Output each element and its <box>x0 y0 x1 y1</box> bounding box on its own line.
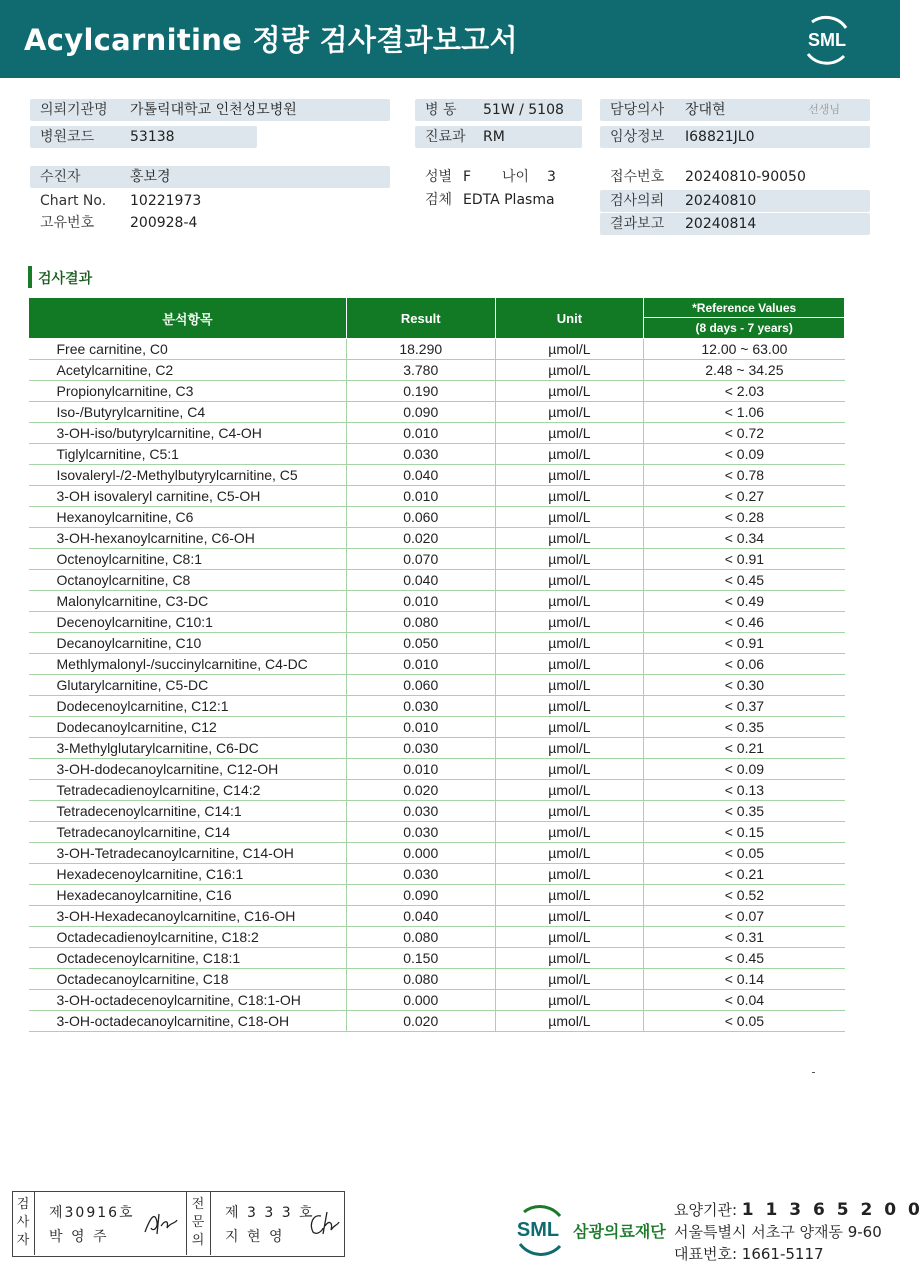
cell-result: 0.030 <box>346 444 495 465</box>
cell-analyte-name: 3-OH-iso/butyrylcarnitine, C4-OH <box>29 423 347 444</box>
cell-analyte-name: Octenoylcarnitine, C8:1 <box>29 549 347 570</box>
unique-no-field <box>30 212 390 234</box>
clinical-info-label: 임상정보 <box>610 129 665 145</box>
table-row <box>29 360 845 381</box>
patient-label: 수진자 <box>40 169 81 185</box>
cell-unit: µmol/L <box>495 696 644 717</box>
cell-unit: µmol/L <box>495 822 644 843</box>
cell-unit: µmol/L <box>495 591 644 612</box>
cell-unit: µmol/L <box>495 507 644 528</box>
cell-result: 3.780 <box>346 360 495 381</box>
cell-unit: µmol/L <box>495 801 644 822</box>
cell-reference: < 0.91 <box>644 549 845 570</box>
cell-analyte-name: Tetradecadienoylcarnitine, C14:2 <box>29 780 347 801</box>
sml-logo-icon <box>800 12 854 66</box>
unique-no-value: 200928-4 <box>130 215 198 231</box>
table-row <box>29 696 845 717</box>
cell-reference: < 0.28 <box>644 507 845 528</box>
cell-analyte-name: 3-OH isovaleryl carnitine, C5-OH <box>29 486 347 507</box>
examiner-cell <box>35 1192 187 1255</box>
table-row <box>29 780 845 801</box>
table-row <box>29 990 845 1011</box>
sml-logo-text: SML <box>808 30 846 50</box>
table-row <box>29 486 845 507</box>
cell-unit: µmol/L <box>495 927 644 948</box>
table-row <box>29 570 845 591</box>
column-header-item: 분석항목 <box>29 298 347 339</box>
table-row <box>29 864 845 885</box>
stray-mark <box>812 1072 815 1073</box>
hospital-code-value: 53138 <box>130 129 175 145</box>
cell-unit: µmol/L <box>495 969 644 990</box>
patient-field <box>30 166 390 188</box>
cell-unit: µmol/L <box>495 906 644 927</box>
table-row <box>29 822 845 843</box>
cell-reference: < 0.09 <box>644 444 845 465</box>
chart-no-label: Chart No. <box>40 193 107 209</box>
cell-reference: < 0.21 <box>644 864 845 885</box>
table-row <box>29 465 845 486</box>
cell-result: 0.000 <box>346 990 495 1011</box>
cell-unit: µmol/L <box>495 843 644 864</box>
table-row <box>29 843 845 864</box>
report-banner <box>0 0 900 78</box>
clinical-info-value: I68821JL0 <box>685 129 755 145</box>
cell-unit: µmol/L <box>495 633 644 654</box>
age-value: 3 <box>547 169 556 185</box>
sex-value: F <box>463 169 472 185</box>
cell-analyte-name: Tetradecenoylcarnitine, C14:1 <box>29 801 347 822</box>
report-date-label: 결과보고 <box>610 216 665 232</box>
cell-analyte-name: Octadecadienoylcarnitine, C18:2 <box>29 927 347 948</box>
cell-reference: < 0.15 <box>644 822 845 843</box>
table-row <box>29 738 845 759</box>
receipt-no-field <box>600 166 870 188</box>
cell-result: 0.030 <box>346 696 495 717</box>
cell-result: 0.020 <box>346 1011 495 1032</box>
cell-result: 0.030 <box>346 738 495 759</box>
cell-result: 0.150 <box>346 948 495 969</box>
table-row <box>29 612 845 633</box>
cell-reference: < 0.72 <box>644 423 845 444</box>
cell-analyte-name: Hexadecanoylcarnitine, C16 <box>29 885 347 906</box>
cell-unit: µmol/L <box>495 402 644 423</box>
cell-unit: µmol/L <box>495 759 644 780</box>
cell-analyte-name: 3-OH-hexanoylcarnitine, C6-OH <box>29 528 347 549</box>
cell-reference: < 2.03 <box>644 381 845 402</box>
column-header-reference-age: (8 days - 7 years) <box>644 318 845 339</box>
cell-result: 0.080 <box>346 927 495 948</box>
cell-unit: µmol/L <box>495 528 644 549</box>
cell-reference: < 0.45 <box>644 948 845 969</box>
cell-reference: < 0.27 <box>644 486 845 507</box>
footer-facility-label: 요양기관: <box>674 1201 738 1219</box>
cell-reference: 12.00 ~ 63.00 <box>644 339 845 360</box>
table-row <box>29 654 845 675</box>
cell-reference: < 0.37 <box>644 696 845 717</box>
cell-analyte-name: Glutarylcarnitine, C5-DC <box>29 675 347 696</box>
examiner-signature-icon <box>141 1208 181 1238</box>
table-row <box>29 423 845 444</box>
cell-analyte-name: 3-OH-octadecanoylcarnitine, C18-OH <box>29 1011 347 1032</box>
footer-sml-logo-icon <box>510 1198 570 1258</box>
examiner-label-cell <box>13 1192 35 1255</box>
cell-result: 0.050 <box>346 633 495 654</box>
cell-unit: µmol/L <box>495 990 644 1011</box>
examiner-name: 박 영 주 <box>49 1229 109 1245</box>
footer-address: 서울특별시 서초구 양재동 9-60 <box>674 1223 882 1241</box>
specialist-signature-icon <box>305 1208 343 1238</box>
cell-reference: < 0.06 <box>644 654 845 675</box>
table-row <box>29 402 845 423</box>
cell-unit: µmol/L <box>495 738 644 759</box>
footer-phone-value: 1661-5117 <box>741 1245 824 1263</box>
cell-unit: µmol/L <box>495 948 644 969</box>
cell-reference: < 0.09 <box>644 759 845 780</box>
sex-field <box>415 166 485 188</box>
cell-unit: µmol/L <box>495 486 644 507</box>
sex-label: 성별 <box>425 169 453 185</box>
doctor-label: 담당의사 <box>610 102 665 118</box>
cell-result: 0.080 <box>346 969 495 990</box>
cell-result: 0.030 <box>346 864 495 885</box>
cell-reference: < 0.91 <box>644 633 845 654</box>
footer-logo-text: SML <box>516 1219 560 1241</box>
request-date-field <box>600 190 870 212</box>
cell-result: 0.070 <box>346 549 495 570</box>
cell-analyte-name: 3-OH-octadecenoylcarnitine, C18:1-OH <box>29 990 347 1011</box>
specimen-field <box>415 189 585 211</box>
examiner-license: 제30916호 <box>49 1205 135 1221</box>
cell-result: 0.030 <box>346 822 495 843</box>
cell-result: 0.060 <box>346 507 495 528</box>
cell-reference: < 0.13 <box>644 780 845 801</box>
section-title: 검사결과 <box>38 271 93 287</box>
request-date-value: 20240810 <box>685 193 757 209</box>
column-header-result: Result <box>346 298 495 339</box>
table-row <box>29 339 845 360</box>
cell-reference: < 0.04 <box>644 990 845 1011</box>
cell-reference: < 0.35 <box>644 717 845 738</box>
cell-unit: µmol/L <box>495 780 644 801</box>
unique-no-label: 고유번호 <box>40 215 95 231</box>
institution-field <box>30 99 390 121</box>
cell-analyte-name: Methlymalonyl-/succinylcarnitine, C4-DC <box>29 654 347 675</box>
cell-result: 0.060 <box>346 675 495 696</box>
cell-result: 0.010 <box>346 591 495 612</box>
footer-phone-label: 대표번호: <box>674 1245 738 1263</box>
cell-result: 0.010 <box>346 717 495 738</box>
cell-reference: < 0.14 <box>644 969 845 990</box>
cell-result: 0.010 <box>346 423 495 444</box>
cell-analyte-name: Decenoylcarnitine, C10:1 <box>29 612 347 633</box>
table-row <box>29 948 845 969</box>
cell-unit: µmol/L <box>495 717 644 738</box>
patient-value: 홍보경 <box>130 169 171 185</box>
cell-unit: µmol/L <box>495 381 644 402</box>
doctor-field <box>600 99 870 121</box>
specialist-cell <box>211 1192 343 1255</box>
cell-unit: µmol/L <box>495 864 644 885</box>
examiner-label: 검 사 자 <box>16 1197 30 1248</box>
department-label: 진료과 <box>425 129 466 145</box>
cell-result: 0.030 <box>346 801 495 822</box>
age-field <box>492 166 582 188</box>
cell-analyte-name: Hexanoylcarnitine, C6 <box>29 507 347 528</box>
cell-reference: < 0.52 <box>644 885 845 906</box>
column-header-unit: Unit <box>495 298 644 339</box>
footer-phone <box>674 1243 824 1264</box>
cell-result: 0.090 <box>346 885 495 906</box>
ward-label: 병 동 <box>425 102 457 118</box>
cell-unit: µmol/L <box>495 465 644 486</box>
cell-analyte-name: Dodecenoylcarnitine, C12:1 <box>29 696 347 717</box>
cell-analyte-name: Propionylcarnitine, C3 <box>29 381 347 402</box>
receipt-no-label: 접수번호 <box>610 169 665 185</box>
request-date-label: 검사의뢰 <box>610 193 665 209</box>
specimen-label: 검체 <box>425 192 453 208</box>
table-row <box>29 801 845 822</box>
cell-reference: < 0.35 <box>644 801 845 822</box>
cell-reference: < 0.30 <box>644 675 845 696</box>
cell-result: 0.010 <box>346 654 495 675</box>
cell-result: 0.040 <box>346 906 495 927</box>
cell-analyte-name: Octanoylcarnitine, C8 <box>29 570 347 591</box>
column-header-reference: *Reference Values <box>644 298 845 318</box>
cell-analyte-name: 3-OH-Hexadecanoylcarnitine, C16-OH <box>29 906 347 927</box>
signature-box <box>12 1191 345 1257</box>
cell-analyte-name: Malonylcarnitine, C3-DC <box>29 591 347 612</box>
doctor-suffix: 선생님 <box>808 103 840 116</box>
cell-result: 0.040 <box>346 465 495 486</box>
cell-reference: < 0.31 <box>644 927 845 948</box>
results-table <box>28 297 845 1032</box>
cell-analyte-name: Octadecenoylcarnitine, C18:1 <box>29 948 347 969</box>
cell-result: 0.000 <box>346 843 495 864</box>
hospital-code-label: 병원코드 <box>40 129 95 145</box>
table-row <box>29 381 845 402</box>
table-row <box>29 633 845 654</box>
footer-facility <box>674 1199 923 1220</box>
cell-result: 0.020 <box>346 528 495 549</box>
department-value: RM <box>483 129 505 145</box>
cell-reference: < 0.45 <box>644 570 845 591</box>
specimen-value: EDTA Plasma <box>463 192 555 208</box>
department-field <box>415 126 582 148</box>
table-row <box>29 1011 845 1032</box>
cell-analyte-name: Acetylcarnitine, C2 <box>29 360 347 381</box>
cell-reference: < 0.05 <box>644 843 845 864</box>
table-row <box>29 759 845 780</box>
cell-reference: < 0.21 <box>644 738 845 759</box>
hospital-code-field <box>30 126 257 148</box>
table-row <box>29 927 845 948</box>
cell-analyte-name: Octadecanoylcarnitine, C18 <box>29 969 347 990</box>
table-row <box>29 885 845 906</box>
cell-result: 0.090 <box>346 402 495 423</box>
cell-reference: < 1.06 <box>644 402 845 423</box>
cell-analyte-name: 3-OH-dodecanoylcarnitine, C12-OH <box>29 759 347 780</box>
cell-unit: µmol/L <box>495 612 644 633</box>
receipt-no-value: 20240810-90050 <box>685 169 806 185</box>
report-date-value: 20240814 <box>685 216 757 232</box>
doctor-value: 장대현 <box>685 102 726 118</box>
table-row <box>29 528 845 549</box>
cell-result: 0.080 <box>346 612 495 633</box>
cell-reference: < 0.78 <box>644 465 845 486</box>
cell-result: 0.010 <box>346 759 495 780</box>
cell-analyte-name: 3-Methylglutarylcarnitine, C6-DC <box>29 738 347 759</box>
cell-reference: < 0.07 <box>644 906 845 927</box>
results-body <box>29 339 845 1032</box>
table-row <box>29 906 845 927</box>
table-row <box>29 675 845 696</box>
cell-result: 0.020 <box>346 780 495 801</box>
table-row <box>29 507 845 528</box>
cell-reference: < 0.46 <box>644 612 845 633</box>
cell-unit: µmol/L <box>495 654 644 675</box>
report-title: Acylcarnitine 정량 검사결과보고서 <box>24 23 518 57</box>
ward-value: 51W / 5108 <box>483 102 564 118</box>
cell-reference: < 0.49 <box>644 591 845 612</box>
report-date-field <box>600 213 870 235</box>
cell-result: 0.190 <box>346 381 495 402</box>
cell-analyte-name: Decanoylcarnitine, C10 <box>29 633 347 654</box>
footer-org-name: 삼광의료재단 <box>573 1222 666 1241</box>
specialist-license: 제 3 3 3 호 <box>225 1205 315 1221</box>
cell-result: 18.290 <box>346 339 495 360</box>
specialist-label-cell <box>187 1192 211 1255</box>
cell-unit: µmol/L <box>495 444 644 465</box>
chart-no-value: 10221973 <box>130 193 202 209</box>
age-label: 나이 <box>502 169 530 185</box>
footer-facility-no: 1 1 3 6 5 2 0 0 <box>741 1200 923 1220</box>
cell-unit: µmol/L <box>495 360 644 381</box>
table-row <box>29 444 845 465</box>
cell-reference: < 0.34 <box>644 528 845 549</box>
cell-unit: µmol/L <box>495 549 644 570</box>
institution-label: 의뢰기관명 <box>40 102 108 118</box>
cell-analyte-name: Hexadecenoylcarnitine, C16:1 <box>29 864 347 885</box>
cell-analyte-name: Isovaleryl-/2-Methylbutyrylcarnitine, C5 <box>29 465 347 486</box>
cell-analyte-name: Dodecanoylcarnitine, C12 <box>29 717 347 738</box>
table-row <box>29 969 845 990</box>
specialist-label: 전 문 의 <box>191 1197 205 1248</box>
cell-analyte-name: Tetradecanoylcarnitine, C14 <box>29 822 347 843</box>
cell-unit: µmol/L <box>495 339 644 360</box>
table-row <box>29 549 845 570</box>
cell-analyte-name: Free carnitine, C0 <box>29 339 347 360</box>
table-row <box>29 591 845 612</box>
ward-field <box>415 99 582 121</box>
cell-unit: µmol/L <box>495 423 644 444</box>
chart-no-field <box>30 190 390 212</box>
cell-unit: µmol/L <box>495 570 644 591</box>
section-marker <box>28 266 32 288</box>
cell-analyte-name: 3-OH-Tetradecanoylcarnitine, C14-OH <box>29 843 347 864</box>
cell-analyte-name: Iso-/Butyrylcarnitine, C4 <box>29 402 347 423</box>
cell-reference: 2.48 ~ 34.25 <box>644 360 845 381</box>
cell-unit: µmol/L <box>495 1011 644 1032</box>
cell-unit: µmol/L <box>495 675 644 696</box>
specialist-name: 지 현 영 <box>225 1229 285 1245</box>
cell-reference: < 0.05 <box>644 1011 845 1032</box>
table-row <box>29 717 845 738</box>
cell-analyte-name: Tiglylcarnitine, C5:1 <box>29 444 347 465</box>
clinical-info-field <box>600 126 870 148</box>
cell-result: 0.010 <box>346 486 495 507</box>
institution-value: 가톨릭대학교 인천성모병원 <box>130 102 297 118</box>
cell-result: 0.040 <box>346 570 495 591</box>
cell-unit: µmol/L <box>495 885 644 906</box>
